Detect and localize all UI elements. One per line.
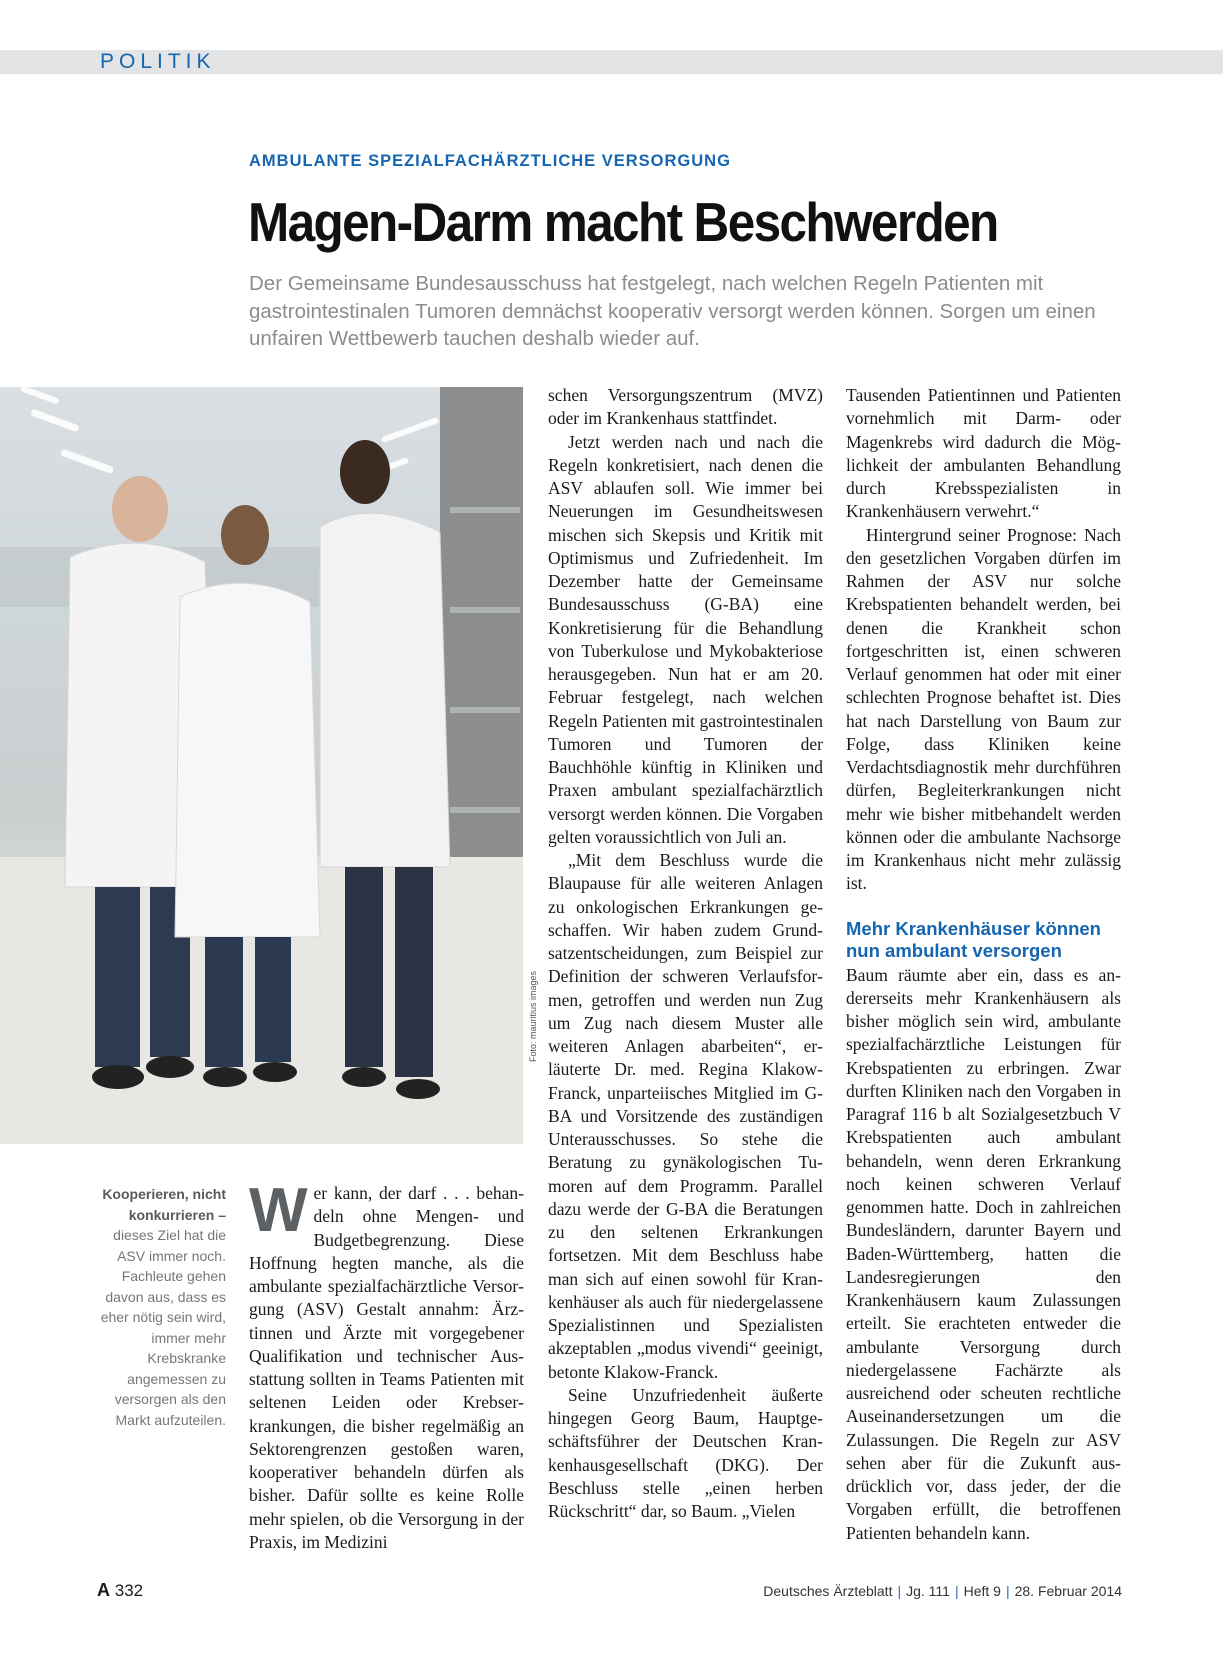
paragraph: schen Versorgungszentrum (MVZ) oder im Krankenhaus stattfindet.	[548, 385, 823, 429]
paragraph: Hintergrund seiner Prognose: Nach den gesetzlichen Vorgaben dürfen im Rahmen der ASV nur solche Krebspatienten behandelt werden, bei denen die Krankheit schon fortgeschritten ist, einen schweren Verlauf genommen hat oder mit einer schlechten Prognose behaftet ist. Dies hat nach Darstellung von Baum zur Folge, dass Kliniken keine Verdachtsdiagnostik mehr durchführen dürfen, Begleiterkrankungen nicht mehr wie bisher mitbehandelt werden können oder die ambulante Nachsorge im Krankenhaus nicht mehr zulässig ist.	[846, 524, 1121, 894]
paragraph: „Mit dem Beschluss wurde die Blaupause für alle weiteren Anlagen zu onkologischen Erkrankungen geschaffen. Wir haben zudem Grundsatzentscheidungen, zum Beispiel zur Definition der schweren Verlaufsformen, getroffen und werden nun Zug um Zug nach diesem Muster alle weiteren Anlagen abarbeiten“, erläuterte Dr. med. Regina Klakow-Franck, unparteiisches Mitglied im G-BA und Vorsitzende des zuständigen Unterausschusses. So stehe die Beratung zu gynäkologischen Tumoren auf dem Programm. Parallel dazu werde der G-BA die Beratungen zu den seltenen Erkrankungen fortsetzen. Mit dem Beschluss habe man sich auf einen sowohl für Krankenhäuser als auch für niedergelassene Spezialistinnen und Spezialisten akzeptablen „modus vivendi“ geeinigt, betonte Klakow-Franck.	[548, 850, 823, 1382]
caption-text: dieses Ziel hat die ASV immer noch. Fachleute gehen davon aus, dass es eher nötig sein wird, immer mehr Krebskranke angemessen zu versorgen als den Markt aufzuteilen.	[100, 1227, 226, 1428]
journal-name: Deutsches Ärzteblatt	[763, 1583, 893, 1599]
article-photo	[0, 387, 523, 1144]
page-prefix: A	[97, 1580, 110, 1600]
photo-credit: Foto: mauritius images	[528, 970, 538, 1062]
page-number-value: 332	[114, 1581, 144, 1600]
paragraph	[249, 1176, 524, 1554]
subheading: Mehr Krankenhäuser können nun ambulant versorgen	[846, 917, 1101, 961]
paragraph: Jetzt werden nach und nach die Regeln konkretisiert, nach denen die ASV ablaufen soll. Wie immer bei Neuerungen im Gesundheitswesen mischen sich Skepsis und Kritik mit Optimismus und Zufriedenheit. Im Dezember hatte der Gemeinsame Bundesausschuss (G-BA) eine Konkretisierung für die Behandlung von Tuberkulose und Mykobakteriose herausgegeben. Nun hat er am 20. Februar festgelegt, nach welchen Regeln Patienten mit gastrointestinalen Tumoren und Tumoren der Bauchhöhle künftig in Kliniken und Praxen ambulant spezialfachärztlich versorgt werden können. Die Vorgaben gelten voraussichtlich von Juli an.	[548, 431, 823, 847]
article-column-2	[548, 384, 823, 1523]
paragraph: Baum räumte aber ein, dass es andererseits mehr Krankenhäusern als bisher möglich sein wird, ambulante spezialfachärztliche Leistungen für Krebspatienten zu erbringen. Zwar durften Kliniken nach den Vorgaben in Paragraf 116 b alt Sozialgesetzbuch V Krebspatienten auch ambulant behandeln, wenn deren Erkrankung noch keinen schweren Verlauf genommen hatte. Doch in zahlreichen Bundesländern, darunter Bayern und Baden-Württemberg, hatten die Landesregierungen den Krankenhäusern kaum Zulassungen erteilt. Sie erachteten entweder die ambulante Versorgung durch niedergelassene Fachärzte als ausreichend oder scheuten rechtliche Auseinandersetzungen um die Zulassungen. Die Regeln zur ASV sehen aber für die Zukunft ausdrücklich vor, dass jeder, der die Vorgaben erfüllt, die betroffenen Patienten behandeln kann.	[846, 964, 1121, 1543]
paragraph: Tausenden Patientinnen und Patienten vornehmlich mit Darm- oder Magenkrebs wird dadurch die Möglichkeit der ambulanten Behandlung durch Krebsspezialisten in Krankenhäusern verwehrt.“	[846, 385, 1121, 522]
separator: |	[1005, 1583, 1010, 1599]
paragraph: Seine Unzufriedenheit äußerte hingegen Georg Baum, Hauptgeschäftsführer der Deutschen Krankenhausgesellschaft (DKG). Der Beschluss stelle „einen herben Rückschritt“ dar, so Baum. „Vielen	[548, 1384, 823, 1521]
journal-issue: Heft 9	[963, 1583, 1001, 1599]
photo-caption	[96, 1184, 226, 1430]
journal-date: 28. Februar 2014	[1014, 1583, 1122, 1599]
journal-footer	[763, 1583, 1122, 1599]
article-column-1	[249, 1176, 524, 1554]
journal-volume: Jg. 111	[906, 1583, 950, 1599]
paragraph-text: er kann, der darf . . . behandeln ohne Mengen- und Budgetbegrenzung. Diese Hoffnung hegten manche, als die ambulante spezialfachärztliche Versorgung (ASV) Gestalt annahm: Ärztinnen und Ärzte mit vorgegebener Qualifikation und technischer Ausstattung sollten in Teams Patienten mit seltenen Leiden oder Krebserkrankungen, die bisher regelmäßig an Sektorengrenzen gestoßen waren, kooperativer behandeln dürfen als bisher. Dafür sollte es keine Rolle mehr spielen, ob die Versorgung in der Praxis, im Medizini	[249, 1183, 524, 1552]
separator: |	[954, 1583, 959, 1599]
separator: |	[897, 1583, 902, 1599]
article-headline: Magen-Darm macht Beschwerden	[248, 191, 998, 253]
article-lead: Der Gemeinsame Bundesausschuss hat festgelegt, nach welchen Regeln Patienten mit gastrointestinalen Tumoren demnächst kooperativ versorgt werden können. Sorgen um einen unfairen Wettbewerb tauchen deshalb wieder auf.	[249, 272, 1096, 350]
section-label: POLITIK	[100, 50, 216, 73]
article-kicker: AMBULANTE SPEZIALFACHÄRZTLICHE VERSORGUNG	[249, 152, 731, 170]
article-column-3	[846, 384, 1121, 1545]
page-number	[97, 1580, 143, 1601]
caption-lead: Kooperieren, nicht konkurrieren –	[102, 1186, 226, 1223]
drop-cap: W	[249, 1176, 308, 1245]
